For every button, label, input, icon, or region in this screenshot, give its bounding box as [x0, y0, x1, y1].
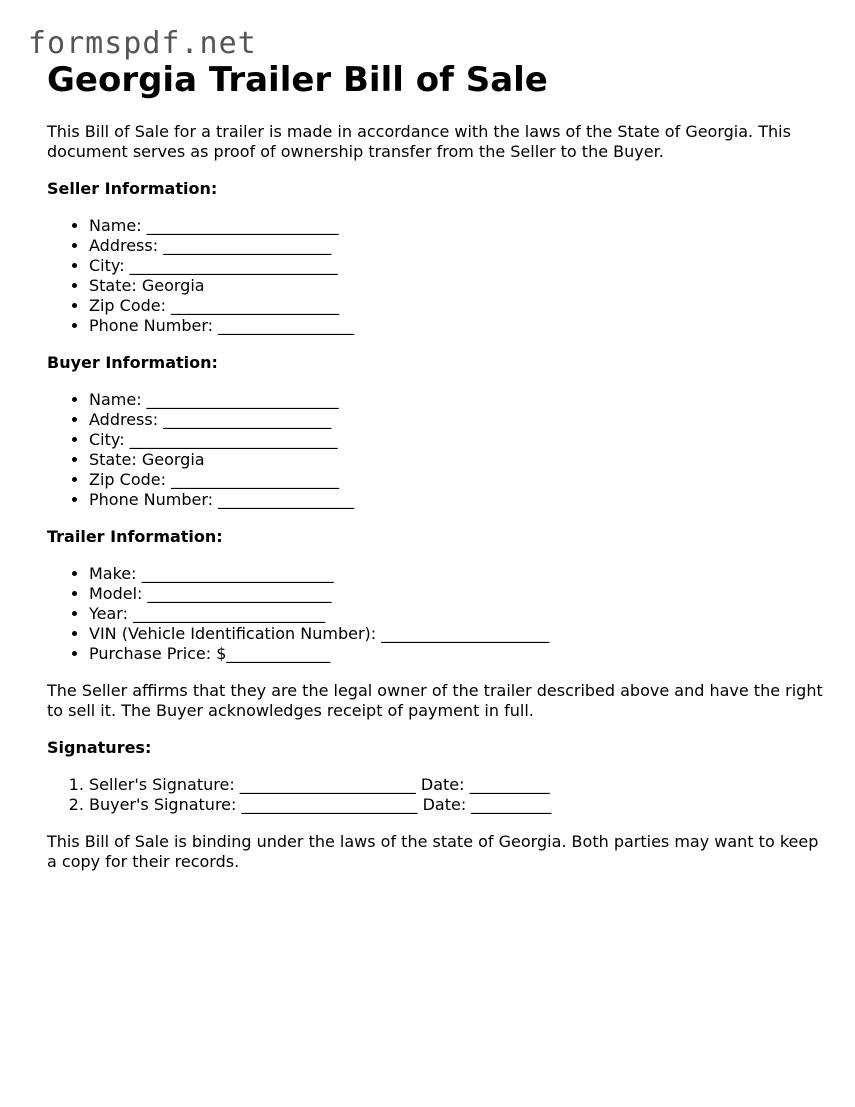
seller-list — [47, 216, 827, 336]
closing-paragraph: This Bill of Sale is binding under the laws of the state of Georgia. Both parties may want to keep a copy for their records. — [47, 832, 819, 871]
trailer-year-field: • Year: ________________________ — [89, 604, 827, 624]
seller-zip-field: • Zip Code: _____________________ — [89, 296, 827, 316]
trailer-heading: Trailer Information: — [47, 527, 223, 546]
seller-phone-field: • Phone Number: _________________ — [89, 316, 827, 336]
trailer-model-field: • Model: _______________________ — [89, 584, 827, 604]
watermark-text: formspdf.net — [28, 26, 257, 61]
document-title: Georgia Trailer Bill of Sale — [47, 60, 548, 100]
trailer-vin-field: • VIN (Vehicle Identification Number): _____________________ — [89, 624, 827, 644]
buyer-list — [47, 390, 827, 510]
intro-paragraph: This Bill of Sale for a trailer is made in accordance with the laws of the State of Georgia. This document serves as proof of ownership transfer from the Seller to the Buyer. — [47, 122, 791, 161]
seller-heading: Seller Information: — [47, 179, 218, 198]
seller-signature-line: 1. Seller's Signature: ______________________ Date: __________ — [89, 775, 827, 795]
seller-state-field: • State: Georgia — [89, 276, 827, 296]
seller-address-field: • Address: _____________________ — [89, 236, 827, 256]
trailer-make-field: • Make: ________________________ — [89, 564, 827, 584]
signatures-heading: Signatures: — [47, 738, 152, 757]
buyer-zip-field: • Zip Code: _____________________ — [89, 470, 827, 490]
buyer-state-field: • State: Georgia — [89, 450, 827, 470]
buyer-address-field: • Address: _____________________ — [89, 410, 827, 430]
trailer-price-field: • Purchase Price: $_____________ — [89, 644, 827, 664]
buyer-phone-field: • Phone Number: _________________ — [89, 490, 827, 510]
document-page — [47, 58, 827, 872]
affirmation-paragraph: The Seller affirms that they are the legal owner of the trailer described above and have the right to sell it. The Buyer acknowledges receipt of payment in full. — [47, 681, 823, 720]
seller-name-field: • Name: ________________________ — [89, 216, 827, 236]
seller-city-field: • City: __________________________ — [89, 256, 827, 276]
buyer-city-field: • City: __________________________ — [89, 430, 827, 450]
buyer-heading: Buyer Information: — [47, 353, 218, 372]
trailer-list — [47, 564, 827, 664]
buyer-name-field: • Name: ________________________ — [89, 390, 827, 410]
signatures-list — [47, 775, 827, 815]
buyer-signature-line: 2. Buyer's Signature: ______________________ Date: __________ — [89, 795, 827, 815]
